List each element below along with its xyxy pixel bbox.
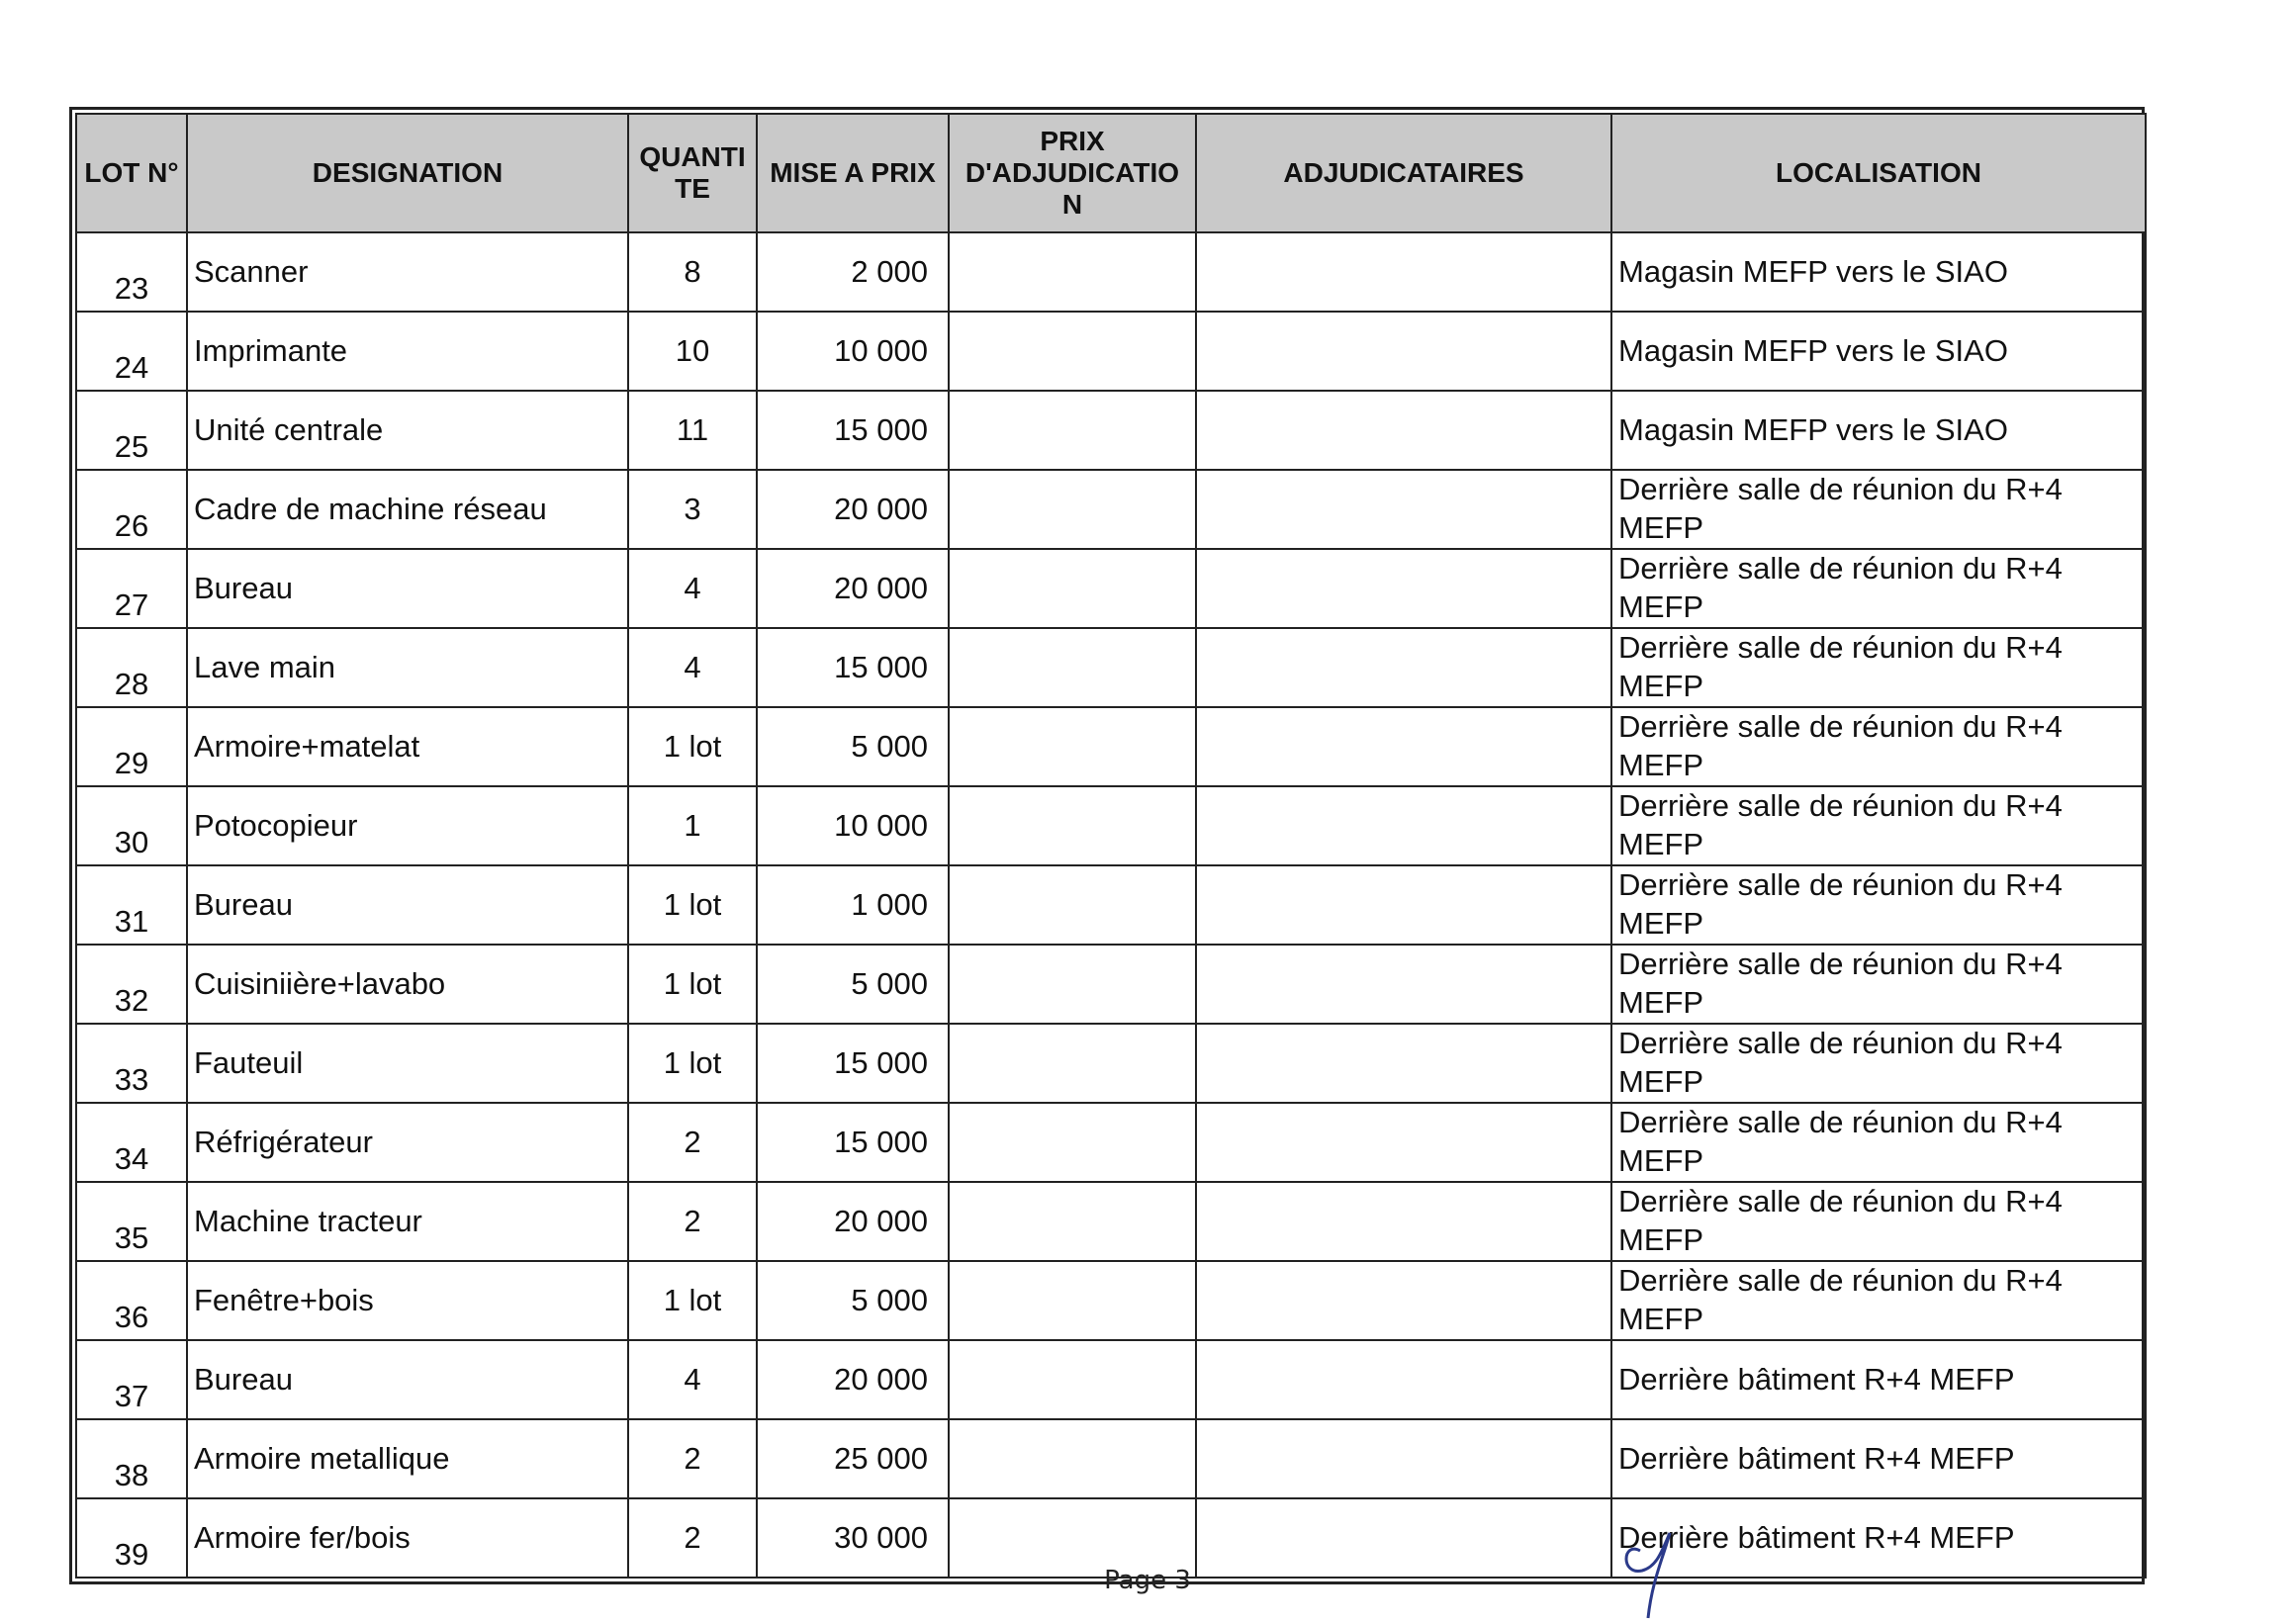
- cell-localisation: Derrière bâtiment R+4 MEFP: [1611, 1498, 2146, 1578]
- table-row: [76, 470, 2146, 549]
- cell-prix-adjudication: [949, 1419, 1196, 1498]
- table-row: [76, 391, 2146, 470]
- cell-adjudicataires: [1196, 1103, 1611, 1182]
- cell-lot: 23: [76, 232, 187, 312]
- cell-designation: Cadre de machine réseau: [187, 470, 628, 549]
- cell-lot: 27: [76, 549, 187, 628]
- cell-localisation: Derrière salle de réunion du R+4 MEFP: [1611, 1103, 2146, 1182]
- cell-localisation: Derrière salle de réunion du R+4 MEFP: [1611, 1024, 2146, 1103]
- cell-designation: Unité centrale: [187, 391, 628, 470]
- cell-quantite: 10: [628, 312, 757, 391]
- cell-mise-a-prix: 20 000: [757, 549, 949, 628]
- cell-quantite: 11: [628, 391, 757, 470]
- cell-prix-adjudication: [949, 470, 1196, 549]
- cell-lot: 32: [76, 945, 187, 1024]
- cell-quantite: 4: [628, 1340, 757, 1419]
- table-row: [76, 628, 2146, 707]
- cell-mise-a-prix: 5 000: [757, 707, 949, 786]
- cell-adjudicataires: [1196, 549, 1611, 628]
- cell-designation: Potocopieur: [187, 786, 628, 865]
- cell-lot: 25: [76, 391, 187, 470]
- cell-localisation: Derrière salle de réunion du R+4 MEFP: [1611, 865, 2146, 945]
- cell-mise-a-prix: 1 000: [757, 865, 949, 945]
- cell-mise-a-prix: 25 000: [757, 1419, 949, 1498]
- cell-localisation: Magasin MEFP vers le SIAO: [1611, 312, 2146, 391]
- cell-prix-adjudication: [949, 786, 1196, 865]
- table-row: [76, 945, 2146, 1024]
- cell-quantite: 1 lot: [628, 865, 757, 945]
- cell-adjudicataires: [1196, 470, 1611, 549]
- header-row: [76, 114, 2146, 232]
- cell-adjudicataires: [1196, 1261, 1611, 1340]
- cell-localisation: Derrière salle de réunion du R+4 MEFP: [1611, 628, 2146, 707]
- cell-designation: Fenêtre+bois: [187, 1261, 628, 1340]
- cell-quantite: 1 lot: [628, 1024, 757, 1103]
- cell-prix-adjudication: [949, 628, 1196, 707]
- lots-table: [75, 113, 2147, 1579]
- cell-quantite: 8: [628, 232, 757, 312]
- cell-lot: 33: [76, 1024, 187, 1103]
- cell-prix-adjudication: [949, 1340, 1196, 1419]
- cell-prix-adjudication: [949, 1103, 1196, 1182]
- cell-lot: 31: [76, 865, 187, 945]
- table-row: [76, 312, 2146, 391]
- cell-designation: Scanner: [187, 232, 628, 312]
- table-row: [76, 549, 2146, 628]
- cell-lot: 26: [76, 470, 187, 549]
- cell-designation: Machine tracteur: [187, 1182, 628, 1261]
- cell-lot: 37: [76, 1340, 187, 1419]
- cell-adjudicataires: [1196, 945, 1611, 1024]
- cell-adjudicataires: [1196, 1024, 1611, 1103]
- table-row: [76, 1024, 2146, 1103]
- cell-designation: Bureau: [187, 549, 628, 628]
- cell-lot: 24: [76, 312, 187, 391]
- cell-prix-adjudication: [949, 1024, 1196, 1103]
- cell-prix-adjudication: [949, 707, 1196, 786]
- cell-designation: Armoire+matelat: [187, 707, 628, 786]
- cell-adjudicataires: [1196, 232, 1611, 312]
- cell-mise-a-prix: 20 000: [757, 1182, 949, 1261]
- cell-lot: 39: [76, 1498, 187, 1578]
- header-prix-adjudication: PRIX D'ADJUDICATIO N: [949, 114, 1196, 232]
- cell-quantite: 4: [628, 549, 757, 628]
- cell-quantite: 1 lot: [628, 1261, 757, 1340]
- header-lot: LOT N°: [76, 114, 187, 232]
- cell-mise-a-prix: 15 000: [757, 1103, 949, 1182]
- cell-localisation: Derrière salle de réunion du R+4 MEFP: [1611, 549, 2146, 628]
- cell-mise-a-prix: 5 000: [757, 1261, 949, 1340]
- cell-designation: Bureau: [187, 865, 628, 945]
- cell-quantite: 2: [628, 1103, 757, 1182]
- cell-lot: 30: [76, 786, 187, 865]
- cell-localisation: Derrière salle de réunion du R+4 MEFP: [1611, 945, 2146, 1024]
- cell-adjudicataires: [1196, 1340, 1611, 1419]
- page-number: Page 3: [1104, 1566, 1191, 1595]
- cell-designation: Réfrigérateur: [187, 1103, 628, 1182]
- cell-designation: Fauteuil: [187, 1024, 628, 1103]
- cell-quantite: 2: [628, 1419, 757, 1498]
- cell-adjudicataires: [1196, 312, 1611, 391]
- cell-prix-adjudication: [949, 1182, 1196, 1261]
- cell-lot: 34: [76, 1103, 187, 1182]
- cell-mise-a-prix: 20 000: [757, 1340, 949, 1419]
- table-header: [76, 114, 2146, 232]
- cell-prix-adjudication: [949, 1261, 1196, 1340]
- cell-mise-a-prix: 10 000: [757, 312, 949, 391]
- cell-lot: 35: [76, 1182, 187, 1261]
- header-localisation: LOCALISATION: [1611, 114, 2146, 232]
- cell-quantite: 3: [628, 470, 757, 549]
- cell-quantite: 4: [628, 628, 757, 707]
- cell-adjudicataires: [1196, 786, 1611, 865]
- cell-mise-a-prix: 30 000: [757, 1498, 949, 1578]
- header-adjudicataires: ADJUDICATAIRES: [1196, 114, 1611, 232]
- cell-adjudicataires: [1196, 707, 1611, 786]
- cell-quantite: 1 lot: [628, 707, 757, 786]
- cell-designation: Bureau: [187, 1340, 628, 1419]
- cell-mise-a-prix: 5 000: [757, 945, 949, 1024]
- cell-prix-adjudication: [949, 865, 1196, 945]
- cell-quantite: 2: [628, 1182, 757, 1261]
- cell-lot: 28: [76, 628, 187, 707]
- cell-localisation: Derrière salle de réunion du R+4 MEFP: [1611, 707, 2146, 786]
- table-row: [76, 1103, 2146, 1182]
- header-mise-a-prix: MISE A PRIX: [757, 114, 949, 232]
- table-row: [76, 707, 2146, 786]
- cell-adjudicataires: [1196, 865, 1611, 945]
- cell-localisation: Derrière salle de réunion du R+4 MEFP: [1611, 786, 2146, 865]
- cell-designation: Armoire metallique: [187, 1419, 628, 1498]
- cell-prix-adjudication: [949, 232, 1196, 312]
- cell-mise-a-prix: 15 000: [757, 1024, 949, 1103]
- header-quantite: QUANTI TE: [628, 114, 757, 232]
- cell-localisation: Derrière bâtiment R+4 MEFP: [1611, 1340, 2146, 1419]
- table-row: [76, 865, 2146, 945]
- cell-prix-adjudication: [949, 312, 1196, 391]
- cell-mise-a-prix: 15 000: [757, 391, 949, 470]
- signature-icon: [1612, 1521, 1692, 1620]
- cell-localisation: Derrière salle de réunion du R+4 MEFP: [1611, 470, 2146, 549]
- cell-lot: 36: [76, 1261, 187, 1340]
- table-row: [76, 1340, 2146, 1419]
- header-designation: DESIGNATION: [187, 114, 628, 232]
- cell-lot: 38: [76, 1419, 187, 1498]
- cell-designation: Cuisiniière+lavabo: [187, 945, 628, 1024]
- cell-localisation: Magasin MEFP vers le SIAO: [1611, 232, 2146, 312]
- cell-localisation: Derrière salle de réunion du R+4 MEFP: [1611, 1182, 2146, 1261]
- cell-prix-adjudication: [949, 945, 1196, 1024]
- cell-localisation: Derrière salle de réunion du R+4 MEFP: [1611, 1261, 2146, 1340]
- table-row: [76, 1419, 2146, 1498]
- table-row: [76, 786, 2146, 865]
- cell-quantite: 1 lot: [628, 945, 757, 1024]
- cell-designation: Lave main: [187, 628, 628, 707]
- cell-adjudicataires: [1196, 391, 1611, 470]
- table-row: [76, 1261, 2146, 1340]
- cell-prix-adjudication: [949, 549, 1196, 628]
- cell-adjudicataires: [1196, 1419, 1611, 1498]
- cell-prix-adjudication: [949, 391, 1196, 470]
- table-row: [76, 232, 2146, 312]
- cell-mise-a-prix: 20 000: [757, 470, 949, 549]
- cell-mise-a-prix: 10 000: [757, 786, 949, 865]
- cell-adjudicataires: [1196, 628, 1611, 707]
- table-row: [76, 1182, 2146, 1261]
- cell-designation: Imprimante: [187, 312, 628, 391]
- cell-designation: Armoire fer/bois: [187, 1498, 628, 1578]
- cell-quantite: 2: [628, 1498, 757, 1578]
- cell-localisation: Derrière bâtiment R+4 MEFP: [1611, 1419, 2146, 1498]
- cell-mise-a-prix: 2 000: [757, 232, 949, 312]
- cell-mise-a-prix: 15 000: [757, 628, 949, 707]
- cell-adjudicataires: [1196, 1182, 1611, 1261]
- table-body: [76, 232, 2146, 1578]
- cell-quantite: 1: [628, 786, 757, 865]
- cell-localisation: Magasin MEFP vers le SIAO: [1611, 391, 2146, 470]
- lots-table-frame: [69, 107, 2145, 1584]
- cell-lot: 29: [76, 707, 187, 786]
